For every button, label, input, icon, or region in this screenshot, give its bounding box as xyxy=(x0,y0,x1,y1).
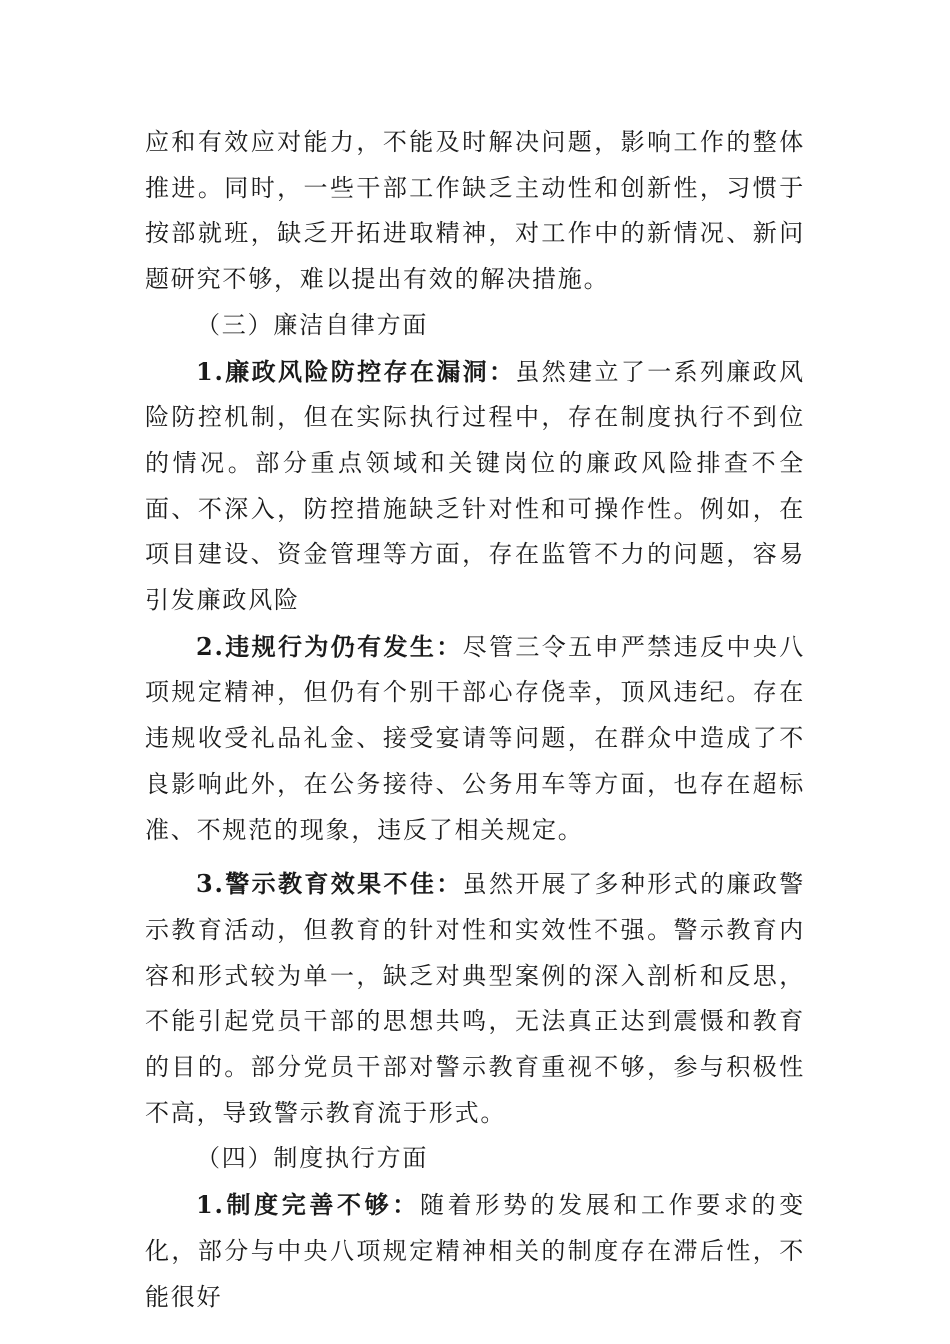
heading-text: （四）制度执行方面 xyxy=(196,1144,429,1173)
paragraph-lead: 3.警示教育效果不佳： xyxy=(196,869,463,899)
paragraph-lead: 2.违规行为仍有发生： xyxy=(196,631,463,661)
section-heading-3 xyxy=(145,303,805,349)
paragraph-item-2 xyxy=(145,624,805,854)
section-heading-4 xyxy=(145,1136,805,1182)
paragraph-text: 虽然开展了多种形式的廉政警示教育活动，但教育的针对性和实效性不强。警示教育内容和形式较为单一，缺乏对典型案例的深入剖析和反思，不能引起党员干部的思想共鸣，无法真正达到震慑和教育的目的。部分党员干部对警示教育重视不够，参与积极性不高，导致警示教育流于形式。 xyxy=(145,870,806,1127)
paragraph-item-4 xyxy=(145,1182,805,1320)
paragraph-lead: 1.廉政风险防控存在漏洞： xyxy=(196,356,516,386)
paragraph-text: 尽管三令五申严禁违反中央八项规定精神，但仍有个别干部心存侥幸，顶风违纪。存在违规收受礼品礼金、接受宴请等问题，在群众中造成了不良影响此外，在公务接待、公务用车等方面，也存在超标准、不规范的现象，违反了相关规定。 xyxy=(145,632,806,844)
paragraph-text: 随着形势的发展和工作要求的变化，部分与中央八项规定精神相关的制度存在滞后性，不能很好 xyxy=(145,1191,805,1311)
paragraph-text: 应和有效应对能力，不能及时解决问题，影响工作的整体推进。同时，一些干部工作缺乏主动性和创新性，习惯于按部就班，缺乏开拓进取精神，对工作中的新情况、新问题研究不够，难以提出有效的解决措施。 xyxy=(145,128,805,294)
paragraph-spacer xyxy=(145,853,805,861)
paragraph-item-1 xyxy=(145,349,805,624)
heading-text: （三）廉洁自律方面 xyxy=(196,310,429,339)
document-body xyxy=(145,120,805,1320)
paragraph-item-3 xyxy=(145,861,805,1136)
paragraph-lead: 1.制度完善不够： xyxy=(196,1190,420,1220)
paragraph-continuation xyxy=(145,120,805,303)
paragraph-text: 虽然建立了一系列廉政风险防控机制，但在实际执行过程中，存在制度执行不到位的情况。部分重点领域和关键岗位的廉政风险排查不全面、不深入，防控措施缺乏针对性和可操作性。例如，在项目建设、资金管理等方面，存在监管不力的问题，容易引发廉政风险 xyxy=(145,357,805,615)
